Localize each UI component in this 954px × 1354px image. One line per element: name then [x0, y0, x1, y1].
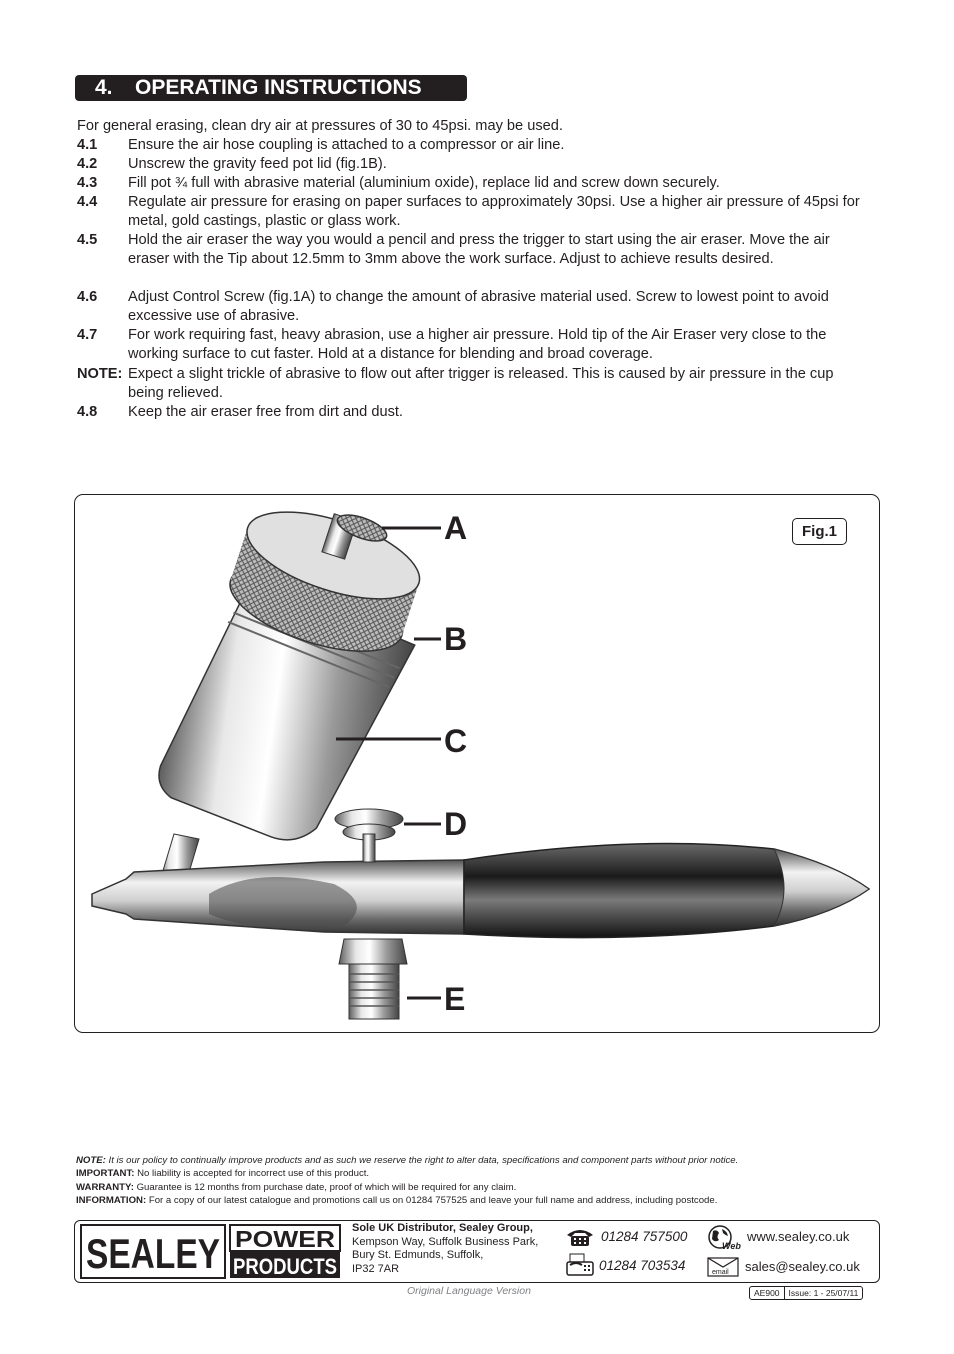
intro-text: For general erasing, clean dry air at pressures of 30 to 45psi. may be used.	[77, 118, 563, 134]
email-link[interactable]: sales@sealey.co.uk	[745, 1259, 860, 1274]
step-text: Adjust Control Screw (fig.1A) to change the amount of abrasive material used. Screw to lowest point to avoid excessive use of abrasive.	[128, 289, 829, 325]
distributor-name: Sole UK Distributor, Sealey Group,	[352, 1222, 533, 1234]
note-item	[77, 365, 877, 403]
step-number: 4.2	[77, 156, 98, 172]
figure-label: Fig.1	[792, 518, 847, 545]
step-item	[77, 326, 877, 364]
section-number: 4.	[95, 76, 113, 99]
address-line: Kempson Way, Suffolk Business Park,	[352, 1235, 539, 1248]
sealey-logo	[80, 1224, 342, 1279]
callout-a: A	[444, 510, 468, 546]
step-number: 4.3	[77, 175, 98, 191]
callout-d: D	[444, 806, 468, 842]
note-label: NOTE:	[77, 366, 123, 382]
model-number: AE900	[754, 1288, 780, 1298]
step-item	[77, 231, 877, 269]
issue-date: Issue: 1 - 25/07/11	[784, 1287, 863, 1299]
step-text: Ensure the air hose coupling is attached to a compressor or air line.	[128, 137, 565, 153]
step-item	[77, 136, 877, 155]
step-text: Unscrew the gravity feed pot lid (fig.1B).	[128, 156, 387, 172]
original-language-note: Original Language Version	[407, 1285, 531, 1297]
note-line: NOTE: It is our policy to continually improve products and as such we reserve the right to alter data, specifications and component parts without prior notice.	[76, 1155, 739, 1166]
figure-callouts	[440, 505, 480, 1025]
step-text: For work requiring fast, heavy abrasion, use a higher air pressure. Hold tip of the Air Eraser very close to the working surface to cut faster. Hold at a distance for blending and broad coverage.	[128, 327, 827, 363]
step-item	[77, 288, 877, 326]
step-number: 4.4	[77, 194, 98, 210]
step-item	[77, 155, 877, 174]
phone-number: 01284 757500	[601, 1229, 688, 1244]
important-line: IMPORTANT: No liability is accepted for incorrect use of this product.	[76, 1168, 370, 1180]
callout-c: C	[444, 723, 468, 759]
web-icon-label: Web	[722, 1241, 741, 1251]
note-text: Expect a slight trickle of abrasive to flow out after trigger is released. This is caused by air pressure in the cup being relieved.	[128, 366, 834, 402]
step-text: Fill pot ¾ full with abrasive material (aluminium oxide), replace lid and screw down securely.	[128, 175, 720, 191]
logo-sealey-text: SEALEY	[86, 1230, 220, 1277]
fax-number: 01284 703534	[599, 1258, 686, 1273]
legal-notes	[76, 1154, 876, 1207]
step-number: 4.1	[77, 137, 98, 153]
logo-power-text: POWER	[235, 1226, 336, 1252]
phone-icon	[565, 1227, 595, 1247]
fax-icon	[566, 1253, 594, 1277]
step-number: 4.5	[77, 232, 98, 248]
website-link[interactable]: www.sealey.co.uk	[747, 1229, 850, 1244]
step-number: 4.7	[77, 327, 98, 343]
step-number: 4.6	[77, 289, 98, 305]
step-number: 4.8	[77, 404, 98, 420]
document-issue-box	[749, 1286, 863, 1300]
callout-e: E	[444, 981, 466, 1017]
web-globe-icon	[707, 1225, 743, 1251]
step-text: Hold the air eraser the way you would a pencil and press the trigger to start using the air eraser. Move the air eraser with the Tip about 12.5mm to 3mm above the work surface. Adjust to achieve results desired.	[128, 232, 830, 268]
email-envelope-icon	[707, 1257, 739, 1277]
information-line: INFORMATION: For a copy of our latest catalogue and promotions call us on 01284 757525 and leave your full name and address, including postcode.	[76, 1194, 718, 1206]
address-line: IP32 7AR	[352, 1262, 400, 1275]
address-line: Bury St. Edmunds, Suffolk,	[352, 1249, 484, 1261]
step-item	[77, 403, 877, 422]
step-text: Keep the air eraser free from dirt and dust.	[128, 404, 403, 420]
step-text: Regulate air pressure for erasing on paper surfaces to approximately 30psi. Use a higher air pressure of 45psi for metal, gold castings, plastic or glass work.	[128, 194, 860, 230]
distributor-address	[352, 1222, 538, 1276]
handle	[464, 844, 869, 938]
email-icon-label: email	[712, 1269, 729, 1276]
callout-b: B	[444, 621, 468, 657]
step-item	[77, 174, 877, 193]
logo-products-text: PRODUCTS	[233, 1254, 337, 1279]
section-heading	[75, 75, 467, 101]
air-hose-coupling	[339, 939, 407, 1019]
trigger	[335, 809, 403, 862]
eraser-body	[92, 860, 464, 934]
warranty-line: WARRANTY: Guarantee is 12 months from purchase date, proof of which will be required for any claim.	[76, 1181, 517, 1193]
section-title: OPERATING INSTRUCTIONS	[135, 76, 422, 99]
step-item	[77, 193, 877, 231]
